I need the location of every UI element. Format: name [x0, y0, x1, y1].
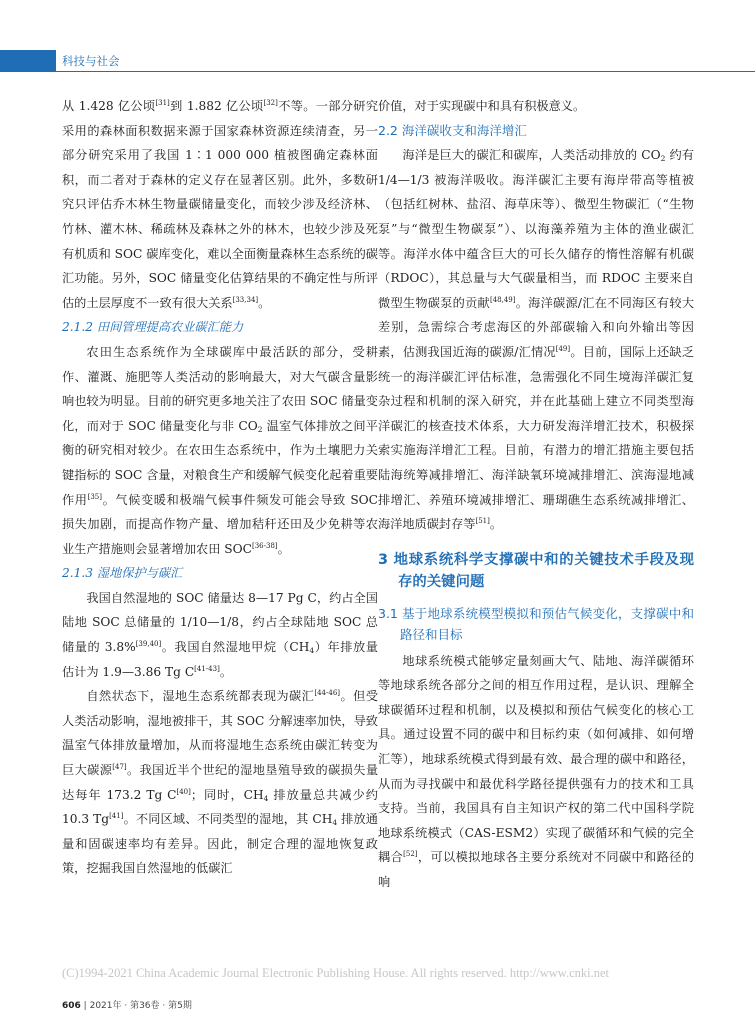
journal-issue: 2021年 · 第36卷 · 第5期	[89, 1001, 192, 1011]
citation[interactable]: [44-46]	[314, 689, 341, 698]
paragraph: 地球系统模式能够定量刻画大气、陆地、海洋碳循环等地球系统各部分之间的相互作用过程，是认识、理解全球碳循环过程和机制，以及模拟和预估气候变化的核心工具。通过设置不同的碳中和目标约束（如何减排、如何增汇等），地球系统模式得到最有效、最合理的碳中和路径，从而为寻找碳中和最优科学路径提供强有力的技术和工具支持。当前，我国具有自主知识产权的第二代中国科学院地球系统模式（CAS-ESM2）实现了碳循环和气候的完全耦合[52]，可以模拟地球各主要分系统对不同碳中和路径的响	[378, 653, 695, 890]
copyright-watermark: (C)1994-2021 China Academic Journal Electronic Publishing House. All rights reserved. http://www.cnki.net	[62, 966, 610, 980]
citation[interactable]: [47]	[112, 763, 127, 772]
page-number: 606	[62, 1001, 81, 1011]
right-column	[378, 94, 694, 895]
citation[interactable]: [49]	[555, 344, 571, 353]
header-rule	[56, 71, 755, 72]
header-accent-bar	[0, 50, 56, 72]
citation[interactable]: [31]	[155, 99, 170, 107]
citation[interactable]: [51]	[475, 517, 490, 526]
citation[interactable]: [35]	[87, 492, 102, 501]
section-header-band	[0, 50, 755, 72]
citation[interactable]: [41-43]	[194, 664, 220, 673]
citation[interactable]: [48,49]	[489, 295, 516, 304]
subsection-heading-2-1-3: 2.1.3 湿地保护与碳汇	[62, 566, 183, 581]
section-label: 科技与社会	[62, 54, 120, 68]
citation[interactable]: [33,34]	[232, 295, 259, 304]
subsection-heading-3-1: 3.1 基于地球系统模型模拟和预估气候变化，支撑碳中和路径和目标	[378, 605, 694, 642]
citation[interactable]: [39,40]	[135, 640, 162, 649]
subsection-heading-2-2: 2.2 海洋碳收支和海洋增汇	[378, 122, 527, 138]
page-footer	[62, 998, 192, 1011]
citation[interactable]: [52]	[403, 850, 418, 859]
paragraph: 从 1.428 亿公顷[31]到 1.882 亿公顷[32]不等。一部分研究采用的森林面积数据来源于国家森林资源连续清查，另一部分研究采用了我国 1∶1 000 000 植被图确定森林面积，而二者对于森林的定义存在显著区别。此外，多数研究只评估乔木林生物量碳储量变化，而较少涉及经济林、竹林、灌木林、稀疏林及森林之外的林木，也较少涉及死有机质和 SOC 碳库变化，难以全面衡量森林生态系统的碳汇功能。另外，SOC 储量变化估算结果的不确定性与所评估的土层厚度不一致有很大关系[33,34]。	[62, 99, 379, 310]
paragraph: 农田生态系统作为全球碳库中最活跃的部分，受耕作、灌溉、施肥等人类活动的影响最大，对大气碳含量影响也较为明显。目前的研究更多地关注了农田 SOC 储量变化，而对于 SOC 储量变化与非 $CO_2$ 温室气体排放之间平衡的研究相对较少。在农田生态系统中，作为土壤肥力关键指标的 SOC 含量，对粮食生产和缓解气候变化起着重要作用[35]。气候变暖和极端气候事件频发可能会导致 SOC 损失加剧，而提高作物产量、增加秸秆还田及少免耕等农业生产措施则会显著增加农田 SOC[36-38]。	[62, 344, 378, 556]
citation[interactable]: [41]	[109, 812, 124, 821]
citation[interactable]: [36-38]	[251, 541, 278, 550]
paragraph: 我国自然湿地的 SOC 储量达 8—17 Pg C，约占全国陆地 SOC 总储量的 1/10—1/8，约占全球陆地 SOC 总储量的 3.8%[39,40]。我国自然湿地甲烷$(CH_4)$年排放量估计为 1.9—3.86 Tg C[41-43]。	[62, 590, 378, 679]
citation[interactable]: [32]	[263, 99, 278, 107]
paragraph: 自然状态下，湿地生态系统都表现为碳汇[44-46]。但受人类活动影响，湿地被排干，其 SOC 分解速率加快，导致温室气体排放量增加，从而将湿地生态系统由碳汇转变为巨大碳源[47]。我国近半个世纪的湿地垦殖导致的碳损失量达每年 173.2 Tg C[40]；同时，$CH_4$ 排放量总共减少约 10.3 Tg[41]。不同区域、不同类型的湿地，其 $CH_4$ 排放通量和固碳速率均有差异。因此，制定合理的湿地恢复政策，挖掘我国自然湿地的低碳汇	[62, 689, 379, 876]
paragraph: 海洋是巨大的碳汇和碳库，人类活动排放的 $CO_2$ 约有 1/4—1/3 被海洋吸收。海洋碳汇主要有海岸带高等植被（包括红树林、盐沼、海草床等）、微型生物碳汇（“生物泵”与“微型生物碳泵”）、以海藻养殖为主体的渔业碳汇等。海洋水体中蕴含巨大的可长久储存的惰性溶解有机碳（RDOC），其总量与大气碳量相当，而 RDOC 主要来自微型生物碳泵的贡献[48,49]。海洋碳源/汇在不同海区有较大差别，急需综合考虑海区的外部碳输入和向外输出等因素，估测我国近海的碳源/汇情况[49]。目前，国际上还缺乏统一的海洋碳汇评估标准，急需强化不同生境海洋碳汇复杂过程和机制的深入研究，并在此基础上建立不同类型海洋碳汇的核查技术体系，大力研发海洋增汇技术，积极探索实施海洋增汇工程。目前，有潜力的增汇措施主要包括陆海统筹减排增汇、海洋缺氧环境减排增汇、滨海湿地减排增汇、养殖环境减排增汇、珊瑚礁生态系统减排增汇、海洋地质碳封存等[51]。	[378, 148, 695, 532]
subsection-heading-2-1-2: 2.1.2 田间管理提高农业碳汇能力	[62, 320, 244, 335]
paragraph: 价值，对于实现碳中和具有积极意义。	[378, 99, 586, 113]
citation[interactable]: [40]	[176, 787, 191, 796]
left-column	[62, 94, 378, 881]
section-heading-3: 3 地球系统科学支撑碳中和的关键技术手段及现存的关键问题	[378, 551, 694, 590]
footer-separator: |	[83, 1001, 87, 1011]
